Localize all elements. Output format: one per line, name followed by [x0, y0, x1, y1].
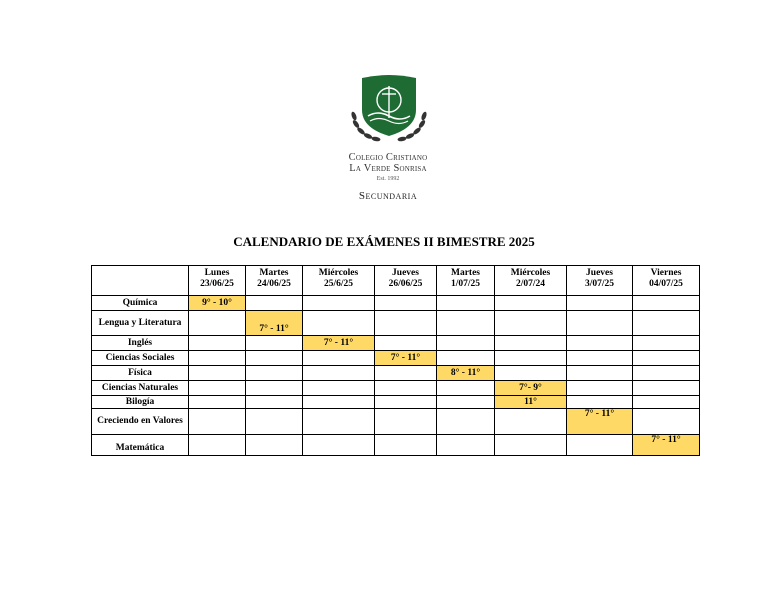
column-header — [567, 266, 633, 296]
column-header — [303, 266, 375, 296]
table-row — [92, 351, 700, 366]
empty-cell — [633, 311, 700, 336]
empty-cell — [246, 381, 303, 396]
subject-cell: Inglés — [92, 336, 189, 351]
empty-cell — [246, 296, 303, 311]
column-header — [189, 266, 246, 296]
empty-cell — [375, 409, 437, 435]
column-day: Lunes — [204, 268, 230, 278]
column-header — [246, 266, 303, 296]
empty-cell — [567, 336, 633, 351]
exam-cell: 7° - 11° — [246, 311, 303, 336]
empty-cell — [375, 311, 437, 336]
established-text: Est. 1992 — [376, 176, 400, 182]
empty-cell — [633, 351, 700, 366]
table-row — [92, 435, 700, 456]
empty-cell — [567, 366, 633, 381]
empty-cell — [246, 366, 303, 381]
column-date: 2/07/24 — [515, 279, 546, 289]
empty-cell — [495, 351, 567, 366]
empty-cell — [303, 351, 375, 366]
empty-cell — [189, 381, 246, 396]
exam-cell: 7° - 11° — [567, 409, 633, 435]
empty-cell — [633, 381, 700, 396]
empty-cell — [567, 435, 633, 456]
empty-cell — [246, 396, 303, 409]
subject-cell: Creciendo en Valores — [92, 409, 189, 435]
column-day: Martes — [450, 268, 480, 278]
exam-cell: 9° - 10° — [189, 296, 246, 311]
empty-cell — [189, 336, 246, 351]
empty-cell — [375, 336, 437, 351]
subject-cell: Ciencias Sociales — [92, 351, 189, 366]
empty-cell — [633, 366, 700, 381]
table-row — [92, 311, 700, 336]
table-row — [92, 296, 700, 311]
exam-cell: 11° — [495, 396, 567, 409]
empty-cell — [437, 351, 495, 366]
empty-cell — [375, 381, 437, 396]
exam-calendar-table — [91, 265, 700, 456]
column-header — [437, 266, 495, 296]
empty-cell — [633, 296, 700, 311]
column-day: Miércoles — [510, 268, 551, 278]
page-title: CALENDARIO DE EXÁMENES II BIMESTRE 2025 — [233, 234, 535, 249]
empty-cell — [437, 336, 495, 351]
school-name-line2: La Verde Sonrisa — [349, 163, 427, 174]
column-date: 25/6/25 — [323, 279, 354, 289]
table-header-row — [92, 266, 700, 296]
empty-cell — [495, 336, 567, 351]
column-day: Jueves — [392, 268, 419, 278]
subject-cell: Lengua y Literatura — [92, 311, 189, 336]
empty-cell — [246, 336, 303, 351]
school-name — [0, 152, 768, 174]
column-header — [495, 266, 567, 296]
subject-cell: Matemática — [92, 435, 189, 456]
school-logo — [346, 74, 432, 150]
column-header — [633, 266, 700, 296]
empty-cell — [303, 409, 375, 435]
table-row — [92, 381, 700, 396]
empty-cell — [189, 366, 246, 381]
column-day: Miércoles — [318, 268, 359, 278]
empty-cell — [567, 311, 633, 336]
empty-cell — [375, 296, 437, 311]
column-date: 23/06/25 — [200, 279, 234, 289]
empty-cell — [495, 296, 567, 311]
empty-cell — [437, 311, 495, 336]
empty-cell — [375, 396, 437, 409]
empty-cell — [495, 311, 567, 336]
empty-cell — [567, 381, 633, 396]
empty-cell — [437, 435, 495, 456]
empty-cell — [303, 311, 375, 336]
empty-cell — [375, 366, 437, 381]
column-date: 3/07/25 — [584, 279, 615, 289]
empty-cell — [303, 396, 375, 409]
empty-cell — [375, 435, 437, 456]
empty-cell — [437, 296, 495, 311]
empty-cell — [303, 296, 375, 311]
empty-cell — [567, 351, 633, 366]
header-empty-cell — [92, 266, 189, 296]
empty-cell — [495, 409, 567, 435]
empty-cell — [495, 435, 567, 456]
exam-cell: 8° - 11° — [437, 366, 495, 381]
division-label: Secundaria — [358, 190, 418, 202]
column-date: 1/07/25 — [450, 279, 481, 289]
column-date: 26/06/25 — [388, 279, 423, 289]
table-row — [92, 409, 700, 435]
exam-cell: 7° - 11° — [375, 351, 437, 366]
table-row — [92, 366, 700, 381]
school-name-line1: Colegio Cristiano — [348, 152, 428, 163]
column-date: 24/06/25 — [257, 279, 291, 289]
empty-cell — [437, 381, 495, 396]
table-row — [92, 336, 700, 351]
empty-cell — [495, 366, 567, 381]
empty-cell — [189, 311, 246, 336]
empty-cell — [246, 435, 303, 456]
empty-cell — [567, 296, 633, 311]
subject-cell: Química — [92, 296, 189, 311]
empty-cell — [246, 351, 303, 366]
empty-cell — [246, 409, 303, 435]
column-header — [375, 266, 437, 296]
empty-cell — [633, 396, 700, 409]
empty-cell — [189, 409, 246, 435]
empty-cell — [189, 435, 246, 456]
empty-cell — [189, 396, 246, 409]
empty-cell — [303, 366, 375, 381]
column-day: Viernes — [650, 268, 682, 278]
exam-cell: 7° - 11° — [303, 336, 375, 351]
subject-cell: Bilogía — [92, 396, 189, 409]
column-day: Martes — [259, 268, 289, 278]
subject-cell: Ciencias Naturales — [92, 381, 189, 396]
exam-cell: 7° - 11° — [633, 435, 700, 456]
empty-cell — [437, 409, 495, 435]
column-day: Jueves — [586, 268, 613, 278]
empty-cell — [189, 351, 246, 366]
column-date: 04/07/25 — [649, 279, 683, 289]
empty-cell — [303, 435, 375, 456]
exam-cell: 7°- 9° — [495, 381, 567, 396]
empty-cell — [633, 409, 700, 435]
table-row — [92, 396, 700, 409]
empty-cell — [303, 381, 375, 396]
empty-cell — [567, 396, 633, 409]
subject-cell: Física — [92, 366, 189, 381]
empty-cell — [437, 396, 495, 409]
empty-cell — [633, 336, 700, 351]
